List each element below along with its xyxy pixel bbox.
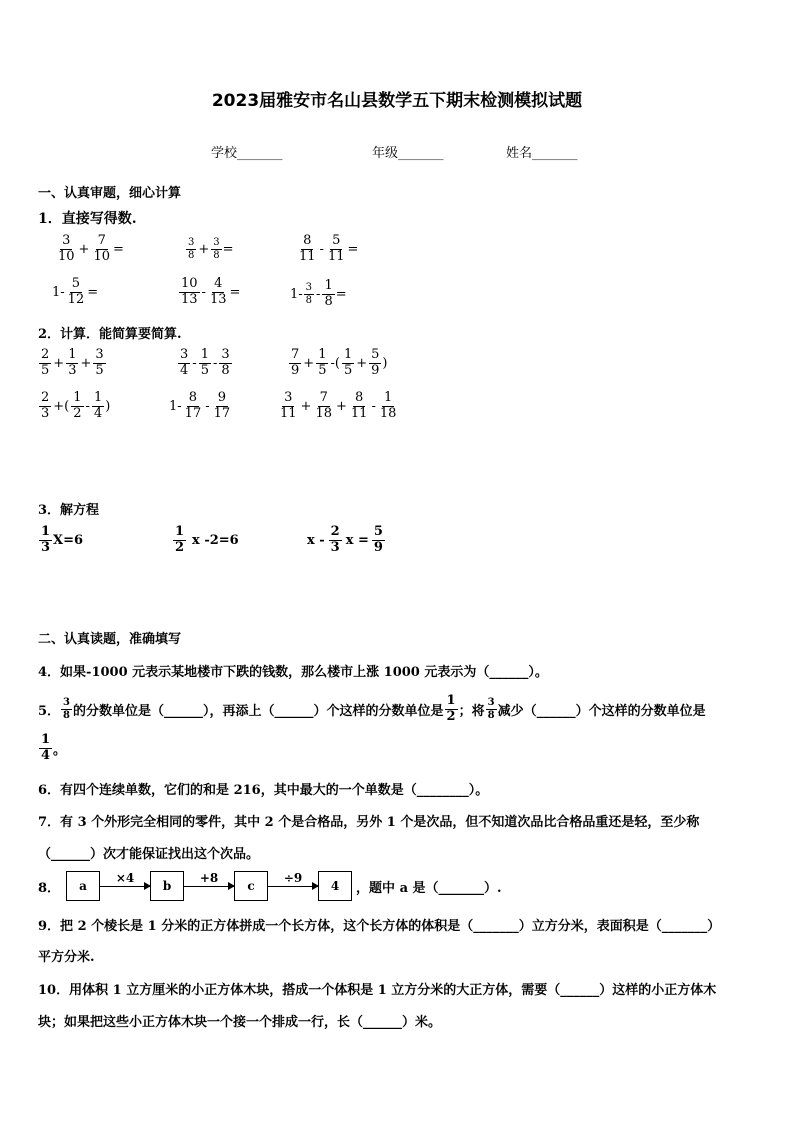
q2-label: 2．计算．能简算要简算. bbox=[38, 327, 182, 342]
q1-expr-1: $\frac{3}{10}$ + $\frac{7}{10}$ = bbox=[58, 233, 124, 264]
q2-expr-3: $\frac{7}{9}$ + $\frac{1}{5}$ -( $\frac{1}{5}$ + $\frac{5}{9}$ ) bbox=[291, 347, 388, 378]
q2-expr-5: 1- $\frac{8}{17}$ - $\frac{9}{17}$ bbox=[169, 390, 231, 421]
question-9-line-2: 平方分米. bbox=[38, 950, 95, 965]
flow-arrow-1: ×4 bbox=[100, 871, 150, 901]
question-7-line-1: 7．有 3 个外形完全相同的零件，其中 2 个是合格品，另外 1 个是次品，但不知道次品比合格品重还是轻，至少称 bbox=[38, 815, 700, 830]
section1-heading: 一、认真审题，细心计算 bbox=[38, 186, 182, 201]
q3-equation-2: $\frac{1}{2}$ x -2=6 bbox=[175, 524, 239, 555]
q1-expr-2: $\frac{3}{8}$ + $\frac{3}{8}$ = bbox=[188, 237, 234, 261]
question-5: 5． $\frac{3}{8}$ 的分数单位是（______），再添上（______）个这样的分数单位是 $\frac{1}{2}$ ；将 $\frac{3}{8}$ 减少（______）个这样的分数单位是 bbox=[38, 693, 706, 724]
question-5-cont: $\frac{1}{4}$ 。 bbox=[41, 732, 67, 763]
q1-expr-6: 1- $\frac{3}{8}$ - $\frac{1}{8}$ = bbox=[290, 278, 347, 309]
question-8: 8． a ×4 b +8 c ÷9 4 ，题中 a 是（_______）. bbox=[38, 871, 502, 901]
question-10-line-2: 块；如果把这些小正方体木块一个接一个排成一行，长（______）米。 bbox=[38, 1015, 442, 1030]
page-title: 2023届雅安市名山县数学五下期末检测模拟试题 bbox=[211, 91, 583, 111]
question-6: 6．有四个连续单数，它们的和是 216，其中最大的一个单数是（________）。 bbox=[38, 783, 489, 798]
question-10-line-1: 10．用体积 1 立方厘米的小正方体木块，搭成一个体积是 1 立方分米的大正方体，需要（______）这样的小正方体木 bbox=[38, 983, 717, 998]
flow-arrow-2: +8 bbox=[184, 871, 234, 901]
flow-box-c: c bbox=[234, 871, 268, 901]
question-4: 4．如果-1000 元表示某地楼市下跌的钱数，那么楼市上涨 1000 元表示为（______）。 bbox=[38, 665, 548, 680]
q3-label: 3．解方程 bbox=[38, 503, 100, 518]
flow-box-a: a bbox=[66, 871, 100, 901]
section2-heading: 二、认真读题，准确填写 bbox=[38, 632, 182, 647]
q2-expr-6: $\frac{3}{11}$ + $\frac{7}{18}$ + $\frac{8}{11}$ - $\frac{1}{18}$ bbox=[280, 390, 397, 421]
q1-expr-3: $\frac{8}{11}$ - $\frac{5}{11}$ = bbox=[299, 233, 359, 264]
q2-expr-1: $\frac{2}{5}$ + $\frac{1}{3}$ + $\frac{3}{5}$ bbox=[41, 347, 104, 378]
q2-expr-4: $\frac{2}{3}$ +( $\frac{1}{2}$ - $\frac{1}{4}$ ) bbox=[41, 390, 111, 421]
question-7-line-2: （______）次才能保证找出这个次品。 bbox=[38, 847, 260, 862]
flow-arrow-3: ÷9 bbox=[268, 871, 318, 901]
school-field: 学校_______ bbox=[211, 146, 283, 161]
q1-label: 1．直接写得数. bbox=[38, 211, 137, 227]
flow-box-b: b bbox=[150, 871, 184, 901]
name-field: 姓名_______ bbox=[506, 146, 578, 161]
q2-expr-2: $\frac{3}{4}$ - $\frac{1}{5}$ - $\frac{3}{8}$ bbox=[180, 347, 230, 378]
grade-field: 年级_______ bbox=[372, 146, 444, 161]
flow-box-result: 4 bbox=[318, 871, 352, 901]
q1-expr-5: $\frac{10}{13}$ - $\frac{4}{13}$ = bbox=[181, 276, 241, 307]
q3-equation-3: x - $\frac{2}{3}$ x = $\frac{5}{9}$ bbox=[307, 524, 383, 555]
q3-equation-1: $\frac{1}{3}$ X=6 bbox=[41, 524, 84, 555]
question-9-line-1: 9．把 2 个棱长是 1 分米的正方体拼成一个长方体，这个长方体的体积是（_______）立方分米，表面积是（_______） bbox=[38, 919, 721, 934]
q1-expr-4: 1- $\frac{5}{12}$ = bbox=[52, 276, 99, 307]
